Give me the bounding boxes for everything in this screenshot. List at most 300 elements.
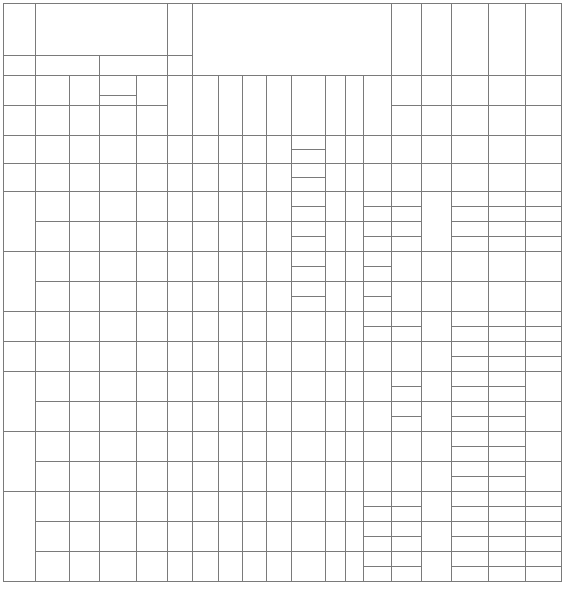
header-basic-dynamic-load	[452, 4, 489, 76]
weight	[168, 402, 193, 432]
b2	[267, 462, 292, 492]
b2	[267, 312, 292, 342]
model-crowned-sealed	[100, 136, 137, 164]
model-cyl-shield	[70, 222, 100, 252]
model-crowned-sealed	[100, 522, 137, 552]
c1	[292, 222, 326, 252]
model-crowned-sealed	[100, 164, 137, 192]
tightening-torque	[422, 522, 452, 552]
tightening-torque	[422, 372, 452, 402]
stud-diameter	[243, 252, 267, 282]
model-crowned-shield	[36, 372, 70, 402]
model-cyl-sealed	[137, 552, 168, 582]
weight	[168, 342, 193, 372]
model-cyl-shield	[70, 312, 100, 342]
model-cyl-shield	[70, 136, 100, 164]
g2	[346, 402, 364, 432]
g2	[346, 462, 364, 492]
c1	[292, 522, 326, 552]
g1	[326, 432, 346, 462]
table-row	[4, 522, 562, 552]
header-c1	[292, 76, 326, 136]
header-stud-diameter	[243, 76, 267, 136]
basic-dynamic-load	[452, 312, 489, 342]
shaft-diameter	[4, 312, 36, 342]
table-row	[4, 432, 562, 462]
model-crowned-shield	[36, 164, 70, 192]
model-crowned-shield	[36, 402, 70, 432]
stud-diameter	[243, 342, 267, 372]
mounting-min	[392, 282, 422, 312]
header-cr	[452, 76, 489, 106]
model-cyl-sealed	[137, 492, 168, 522]
model-cyl-sealed	[137, 192, 168, 222]
header-torque-unit	[422, 106, 452, 136]
header-co-unit	[489, 106, 526, 136]
header-outer-ring-1	[36, 106, 70, 136]
header-max-tightening-torque	[422, 4, 452, 76]
g2	[346, 222, 364, 252]
header-weight-unit	[168, 56, 193, 76]
tightening-torque	[422, 462, 452, 492]
basic-dynamic-load	[452, 552, 489, 582]
c1	[292, 432, 326, 462]
table-row	[4, 372, 562, 402]
g1	[326, 342, 346, 372]
mounting-min	[392, 492, 422, 522]
mounting-min	[392, 164, 422, 192]
g1	[326, 192, 346, 222]
outer-ring-width	[219, 432, 243, 462]
b2	[267, 282, 292, 312]
outer-ring-width	[219, 312, 243, 342]
basic-dynamic-load	[452, 164, 489, 192]
basic-static-load	[489, 402, 526, 432]
g2	[346, 164, 364, 192]
tightening-torque	[422, 164, 452, 192]
max-allowable-load	[526, 252, 562, 282]
header-outer-ring-4	[137, 106, 168, 136]
weight	[168, 522, 193, 552]
header-g1	[326, 76, 346, 136]
model-cyl-shield	[70, 372, 100, 402]
shaft-diameter	[4, 192, 36, 252]
model-cyl-sealed	[137, 462, 168, 492]
max-allowable-load	[526, 164, 562, 192]
basic-static-load	[489, 222, 526, 252]
outer-diameter	[193, 492, 219, 522]
g2	[346, 432, 364, 462]
mounting-min	[392, 402, 422, 432]
c1	[292, 164, 326, 192]
c1	[292, 492, 326, 522]
c1	[292, 312, 326, 342]
outer-ring-width	[219, 164, 243, 192]
stud-diameter	[243, 372, 267, 402]
weight	[168, 252, 193, 282]
outer-diameter	[193, 164, 219, 192]
header-shaft	[4, 56, 36, 76]
g1	[326, 282, 346, 312]
model-crowned-sealed	[100, 402, 137, 432]
header-crowned	[100, 96, 137, 106]
outer-diameter	[193, 192, 219, 222]
outer-ring-width	[219, 136, 243, 164]
mounting-min	[392, 222, 422, 252]
basic-static-load	[489, 492, 526, 522]
table-row	[4, 164, 562, 192]
rsmin	[364, 522, 392, 552]
g2	[346, 372, 364, 402]
table-row	[4, 402, 562, 432]
stud-diameter	[243, 312, 267, 342]
outer-ring-width	[219, 522, 243, 552]
rsmin	[364, 164, 392, 192]
tightening-torque	[422, 282, 452, 312]
outer-diameter	[193, 136, 219, 164]
model-crowned-sealed	[100, 492, 137, 522]
mounting-min	[392, 552, 422, 582]
shaft-diameter	[4, 136, 36, 164]
model-cyl-shield	[70, 462, 100, 492]
outer-diameter	[193, 312, 219, 342]
c1	[292, 402, 326, 432]
model-crowned-shield	[36, 432, 70, 462]
basic-dynamic-load	[452, 522, 489, 552]
header-allow-unit	[526, 106, 562, 136]
b2	[267, 492, 292, 522]
b2	[267, 522, 292, 552]
outer-ring-width	[219, 462, 243, 492]
stud-diameter	[243, 192, 267, 222]
rsmin	[364, 222, 392, 252]
model-crowned-shield	[36, 312, 70, 342]
table-row	[4, 462, 562, 492]
basic-static-load	[489, 372, 526, 402]
rsmin	[364, 136, 392, 164]
model-crowned-shield	[36, 552, 70, 582]
header-max-allowable-load	[526, 4, 562, 76]
tightening-torque	[422, 192, 452, 252]
model-crowned-sealed	[100, 192, 137, 222]
header-outer-ring-3	[100, 106, 137, 136]
weight	[168, 462, 193, 492]
model-cyl-sealed	[137, 522, 168, 552]
g1	[326, 492, 346, 522]
header-with	[100, 76, 137, 96]
g1	[326, 164, 346, 192]
header-cr-unit	[452, 106, 489, 136]
mounting-min	[392, 252, 422, 282]
table-row	[4, 252, 562, 282]
header-shoeld-type	[36, 56, 100, 76]
weight	[168, 312, 193, 342]
b2	[267, 432, 292, 462]
g2	[346, 312, 364, 342]
model-cyl-shield	[70, 342, 100, 372]
tightening-torque	[422, 252, 452, 282]
b2	[267, 192, 292, 222]
model-crowned-sealed	[100, 462, 137, 492]
weight	[168, 136, 193, 164]
header-outer-diameter	[193, 76, 219, 136]
basic-static-load	[489, 192, 526, 222]
outer-diameter	[193, 522, 219, 552]
shaft-diameter	[4, 432, 36, 492]
rsmin	[364, 312, 392, 342]
max-allowable-load	[526, 282, 562, 312]
g1	[326, 136, 346, 164]
header-outer-ring-2	[70, 106, 100, 136]
g2	[346, 552, 364, 582]
max-allowable-load	[526, 192, 562, 222]
g2	[346, 252, 364, 282]
b2	[267, 222, 292, 252]
weight	[168, 192, 193, 222]
header-model-cn	[36, 4, 168, 56]
header-sealed-type	[100, 56, 168, 76]
header-mm	[4, 106, 36, 136]
rsmin	[364, 282, 392, 312]
stud-diameter	[243, 432, 267, 462]
mounting-min	[392, 312, 422, 342]
c1	[292, 282, 326, 312]
model-cyl-shield	[70, 164, 100, 192]
stud-diameter	[243, 522, 267, 552]
model-crowned-sealed	[100, 372, 137, 402]
model-crowned-sealed	[100, 282, 137, 312]
basic-dynamic-load	[452, 342, 489, 372]
max-allowable-load	[526, 222, 562, 252]
header-weight-cn	[168, 4, 193, 56]
header-empty-torque	[422, 76, 452, 106]
shaft-diameter	[4, 164, 36, 192]
stud-diameter	[243, 552, 267, 582]
basic-static-load	[489, 462, 526, 492]
model-crowned-sealed	[100, 222, 137, 252]
model-cyl-sealed	[137, 432, 168, 462]
max-allowable-load	[526, 312, 562, 342]
b2	[267, 402, 292, 432]
outer-diameter	[193, 342, 219, 372]
model-crowned-shield	[36, 252, 70, 282]
model-cyl-shield	[70, 552, 100, 582]
basic-dynamic-load	[452, 432, 489, 462]
rsmin	[364, 342, 392, 372]
model-crowned-shield	[36, 492, 70, 522]
g2	[346, 492, 364, 522]
rsmin	[364, 192, 392, 222]
model-cyl-shield	[70, 522, 100, 552]
g1	[326, 462, 346, 492]
basic-dynamic-load	[452, 492, 489, 522]
tightening-torque	[422, 136, 452, 164]
outer-ring-width	[219, 252, 243, 282]
tightening-torque	[422, 432, 452, 462]
header-dimensions-title	[193, 4, 392, 76]
b2	[267, 252, 292, 282]
outer-diameter	[193, 552, 219, 582]
outer-diameter	[193, 402, 219, 432]
model-cyl-sealed	[137, 342, 168, 372]
model-crowned-sealed	[100, 432, 137, 462]
rsmin	[364, 432, 392, 462]
table-row	[4, 312, 562, 342]
shaft-diameter	[4, 252, 36, 312]
model-cyl-sealed	[137, 402, 168, 432]
model-crowned-shield	[36, 282, 70, 312]
model-cyl-shield	[70, 192, 100, 222]
rsmin	[364, 462, 392, 492]
basic-dynamic-load	[452, 402, 489, 432]
model-cyl-shield	[70, 282, 100, 312]
outer-ring-width	[219, 342, 243, 372]
model-cyl-sealed	[137, 222, 168, 252]
max-allowable-load	[526, 342, 562, 372]
weight	[168, 492, 193, 522]
weight	[168, 372, 193, 402]
basic-static-load	[489, 136, 526, 164]
outer-ring-width	[219, 222, 243, 252]
b2	[267, 164, 292, 192]
basic-dynamic-load	[452, 222, 489, 252]
basic-dynamic-load	[452, 252, 489, 282]
b2	[267, 372, 292, 402]
model-cyl-sealed	[137, 372, 168, 402]
c1	[292, 552, 326, 582]
mounting-min	[392, 462, 422, 492]
stud-diameter	[243, 492, 267, 522]
model-cyl-shield	[70, 432, 100, 462]
tightening-torque	[422, 492, 452, 522]
g2	[346, 522, 364, 552]
mounting-min	[392, 342, 422, 372]
header-co	[489, 76, 526, 106]
model-cyl-shield	[70, 492, 100, 522]
g1	[326, 372, 346, 402]
c1	[292, 342, 326, 372]
max-allowable-load	[526, 402, 562, 432]
mounting-min	[392, 432, 422, 462]
tightening-torque	[422, 552, 452, 582]
model-crowned-shield	[36, 462, 70, 492]
g1	[326, 402, 346, 432]
weight	[168, 282, 193, 312]
model-cyl-sealed	[137, 164, 168, 192]
header-shaft-cn	[4, 4, 36, 56]
outer-diameter	[193, 372, 219, 402]
outer-ring-width	[219, 282, 243, 312]
basic-dynamic-load	[452, 282, 489, 312]
basic-static-load	[489, 282, 526, 312]
max-allowable-load	[526, 372, 562, 402]
model-cyl-sealed	[137, 312, 168, 342]
header-with-crowned	[36, 76, 70, 106]
max-allowable-load	[526, 552, 562, 582]
outer-ring-width	[219, 552, 243, 582]
mounting-min	[392, 522, 422, 552]
header-with-cylindrical	[70, 76, 100, 106]
tightening-torque	[422, 402, 452, 432]
outer-ring-width	[219, 492, 243, 522]
model-cyl-shield	[70, 252, 100, 282]
g1	[326, 552, 346, 582]
model-cyl-sealed	[137, 252, 168, 282]
header-min	[392, 76, 422, 106]
c1	[292, 462, 326, 492]
max-allowable-load	[526, 136, 562, 164]
basic-static-load	[489, 252, 526, 282]
g2	[346, 342, 364, 372]
stud-diameter	[243, 402, 267, 432]
model-crowned-shield	[36, 342, 70, 372]
basic-static-load	[489, 552, 526, 582]
shaft-diameter	[4, 342, 36, 372]
weight	[168, 552, 193, 582]
model-crowned-shield	[36, 192, 70, 222]
outer-ring-width	[219, 372, 243, 402]
outer-ring-width	[219, 192, 243, 222]
b2	[267, 552, 292, 582]
basic-dynamic-load	[452, 192, 489, 222]
outer-diameter	[193, 282, 219, 312]
table-row	[4, 492, 562, 522]
outer-ring-width	[219, 402, 243, 432]
g1	[326, 312, 346, 342]
mounting-min	[392, 372, 422, 402]
basic-static-load	[489, 342, 526, 372]
rsmin	[364, 552, 392, 582]
rsmin	[364, 492, 392, 522]
weight	[168, 164, 193, 192]
table-row	[4, 136, 562, 164]
model-crowned-sealed	[100, 342, 137, 372]
header-g2	[346, 76, 364, 136]
model-crowned-shield	[36, 222, 70, 252]
header-rsmin	[364, 76, 392, 136]
g1	[326, 222, 346, 252]
rsmin	[364, 372, 392, 402]
basic-dynamic-load	[452, 372, 489, 402]
header-outer-ring-width	[219, 76, 243, 136]
header-b2	[267, 76, 292, 136]
table-row	[4, 552, 562, 582]
mounting-min	[392, 136, 422, 164]
outer-diameter	[193, 462, 219, 492]
basic-static-load	[489, 312, 526, 342]
table-row	[4, 222, 562, 252]
stud-diameter	[243, 282, 267, 312]
max-allowable-load	[526, 462, 562, 492]
g1	[326, 522, 346, 552]
model-cyl-shield	[70, 402, 100, 432]
header-empty-allow	[526, 76, 562, 106]
g1	[326, 252, 346, 282]
stud-diameter	[243, 164, 267, 192]
model-crowned-sealed	[100, 312, 137, 342]
basic-static-load	[489, 164, 526, 192]
b2	[267, 342, 292, 372]
model-cyl-sealed	[137, 136, 168, 164]
table-row	[4, 192, 562, 222]
stud-diameter	[243, 222, 267, 252]
header-with-cylindrica	[137, 76, 168, 106]
model-crowned-shield	[36, 136, 70, 164]
g2	[346, 282, 364, 312]
stud-diameter	[243, 462, 267, 492]
tightening-torque	[422, 342, 452, 372]
shaft-diameter	[4, 492, 36, 582]
